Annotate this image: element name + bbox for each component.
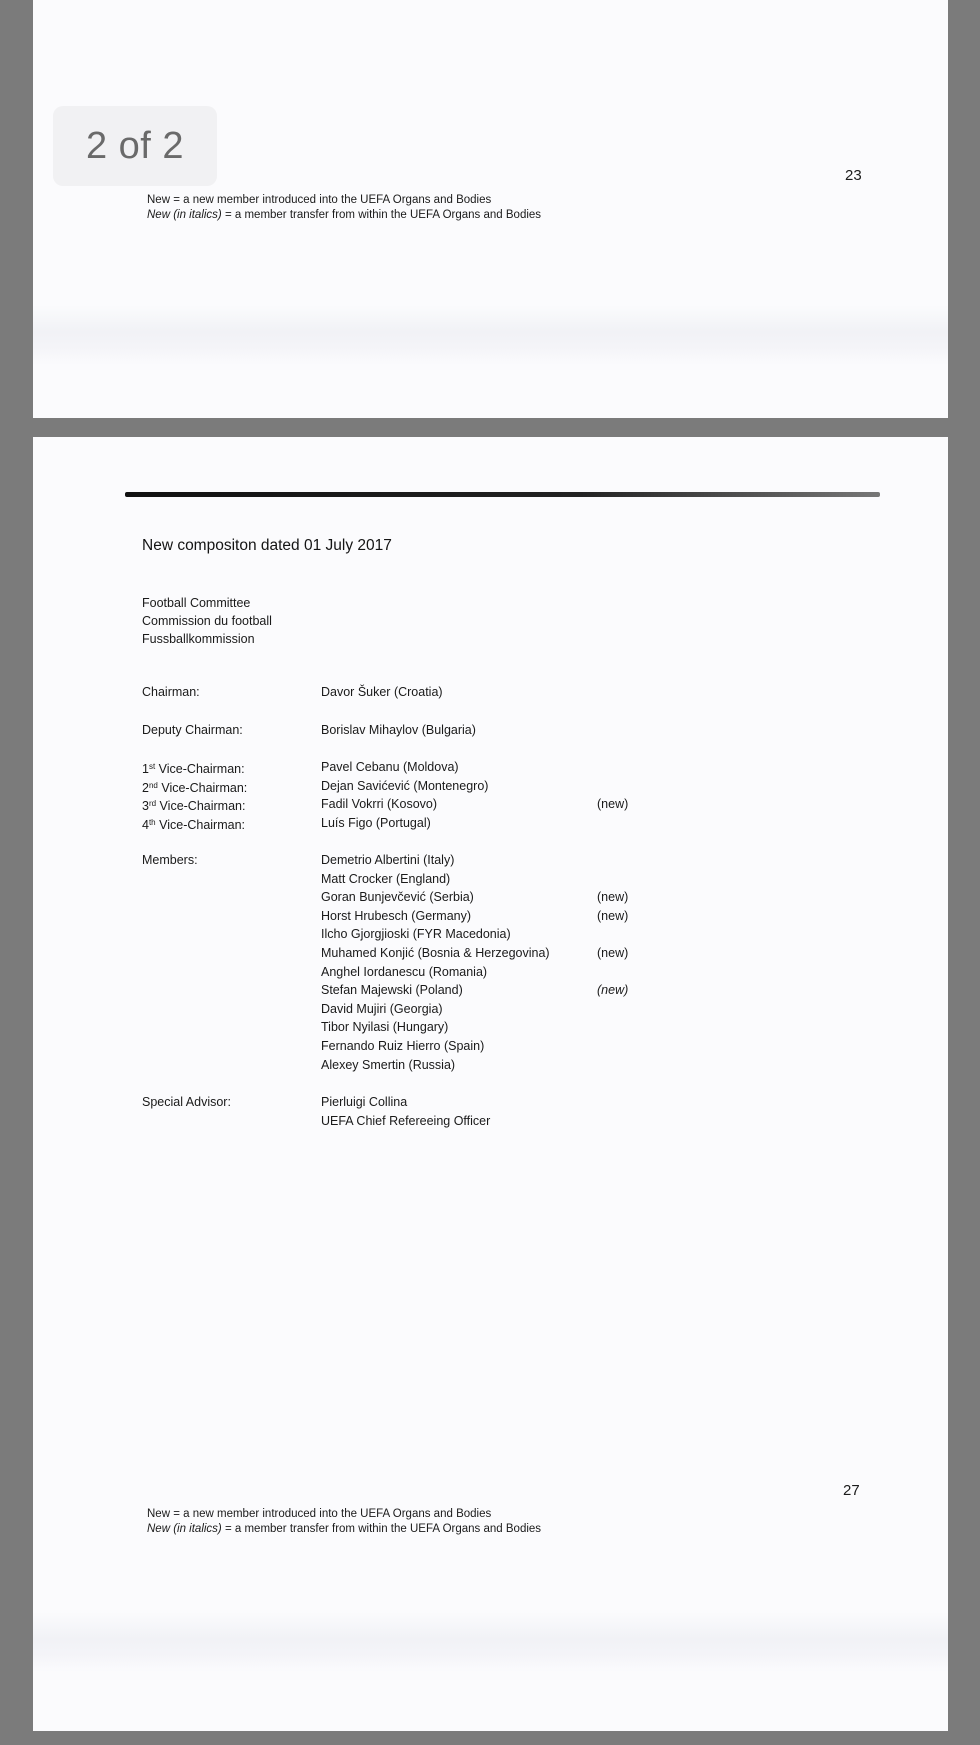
member-name: David Mujiri (Georgia) [321, 1002, 443, 1016]
members-label: Members: [142, 853, 198, 867]
special-advisor-label: Special Advisor: [142, 1095, 231, 1109]
scan-shade [33, 1612, 948, 1672]
member-name: Horst Hrubesch (Germany) [321, 909, 472, 923]
footnote [147, 193, 541, 223]
vice-chairman-name: Dejan Savićević (Montenegro) [321, 779, 489, 793]
committee-name-fr: Commission du football [142, 614, 272, 628]
vice-chairman-label: 1st Vice-Chairman: [142, 762, 245, 776]
member-name: Fernando Ruiz Hierro (Spain) [321, 1039, 485, 1053]
new-tag-italic: (new) [597, 983, 629, 997]
page-counter-badge: 2 of 2 [53, 106, 217, 186]
vice-chairman-name: Fadil Vokrri (Kosovo) [321, 797, 438, 811]
member-name: Muhamed Konjić (Bosnia & Herzegovina) [321, 946, 550, 960]
chairman-name: Davor Šuker (Croatia) [321, 685, 443, 699]
deputy-chairman-name: Borislav Mihaylov (Bulgaria) [321, 723, 476, 737]
member-name: Tibor Nyilasi (Hungary) [321, 1020, 449, 1034]
deputy-chairman-label: Deputy Chairman: [142, 723, 243, 737]
vice-chairman-label: 4th Vice-Chairman: [142, 818, 246, 832]
committee-name-de: Fussballkommission [142, 632, 255, 646]
member-name: Stefan Majewski (Poland) [321, 983, 463, 997]
footnote-line: New (in italics) = a member transfer from within the UEFA Organs and Bodies [147, 209, 542, 221]
special-advisor-role: UEFA Chief Refereeing Officer [321, 1114, 491, 1128]
new-tag: (new) [597, 909, 629, 923]
member-name: Alexey Smertin (Russia) [321, 1058, 456, 1072]
document-page-top [33, 0, 948, 418]
new-tag: (new) [597, 946, 629, 960]
chairman-label: Chairman: [142, 685, 200, 699]
vice-chairman-label: 2nd Vice-Chairman: [142, 781, 248, 795]
committee-names [142, 594, 272, 648]
document-title: New compositon dated 01 July 2017 [142, 537, 392, 554]
member-name: Demetrio Albertini (Italy) [321, 853, 455, 867]
member-name: Ilcho Gjorgjioski (FYR Macedonia) [321, 927, 511, 941]
vice-chairman-label: 3rd Vice-Chairman: [142, 799, 246, 813]
document-page-bottom [33, 437, 948, 1731]
footnote-line: New (in italics) = a member transfer from within the UEFA Organs and Bodies [147, 1523, 542, 1535]
footnote-line: New = a new member introduced into the UEFA Organs and Bodies [147, 194, 492, 206]
page-number: 23 [845, 167, 862, 184]
special-advisor-name: Pierluigi Collina [321, 1095, 408, 1109]
vice-chairman-name: Pavel Cebanu (Moldova) [321, 760, 459, 774]
vice-chairman-name: Luís Figo (Portugal) [321, 816, 431, 830]
new-tag: (new) [597, 797, 629, 811]
page-number: 27 [843, 1482, 860, 1499]
footnote-line: New = a new member introduced into the UEFA Organs and Bodies [147, 1508, 492, 1520]
footnote [147, 1507, 541, 1537]
member-name: Matt Crocker (England) [321, 872, 451, 886]
header-rule [125, 492, 880, 497]
scan-shade [33, 305, 948, 365]
committee-name-en: Football Committee [142, 596, 251, 610]
member-name: Goran Bunjevčević (Serbia) [321, 890, 474, 904]
new-tag: (new) [597, 890, 629, 904]
member-name: Anghel Iordanescu (Romania) [321, 965, 488, 979]
